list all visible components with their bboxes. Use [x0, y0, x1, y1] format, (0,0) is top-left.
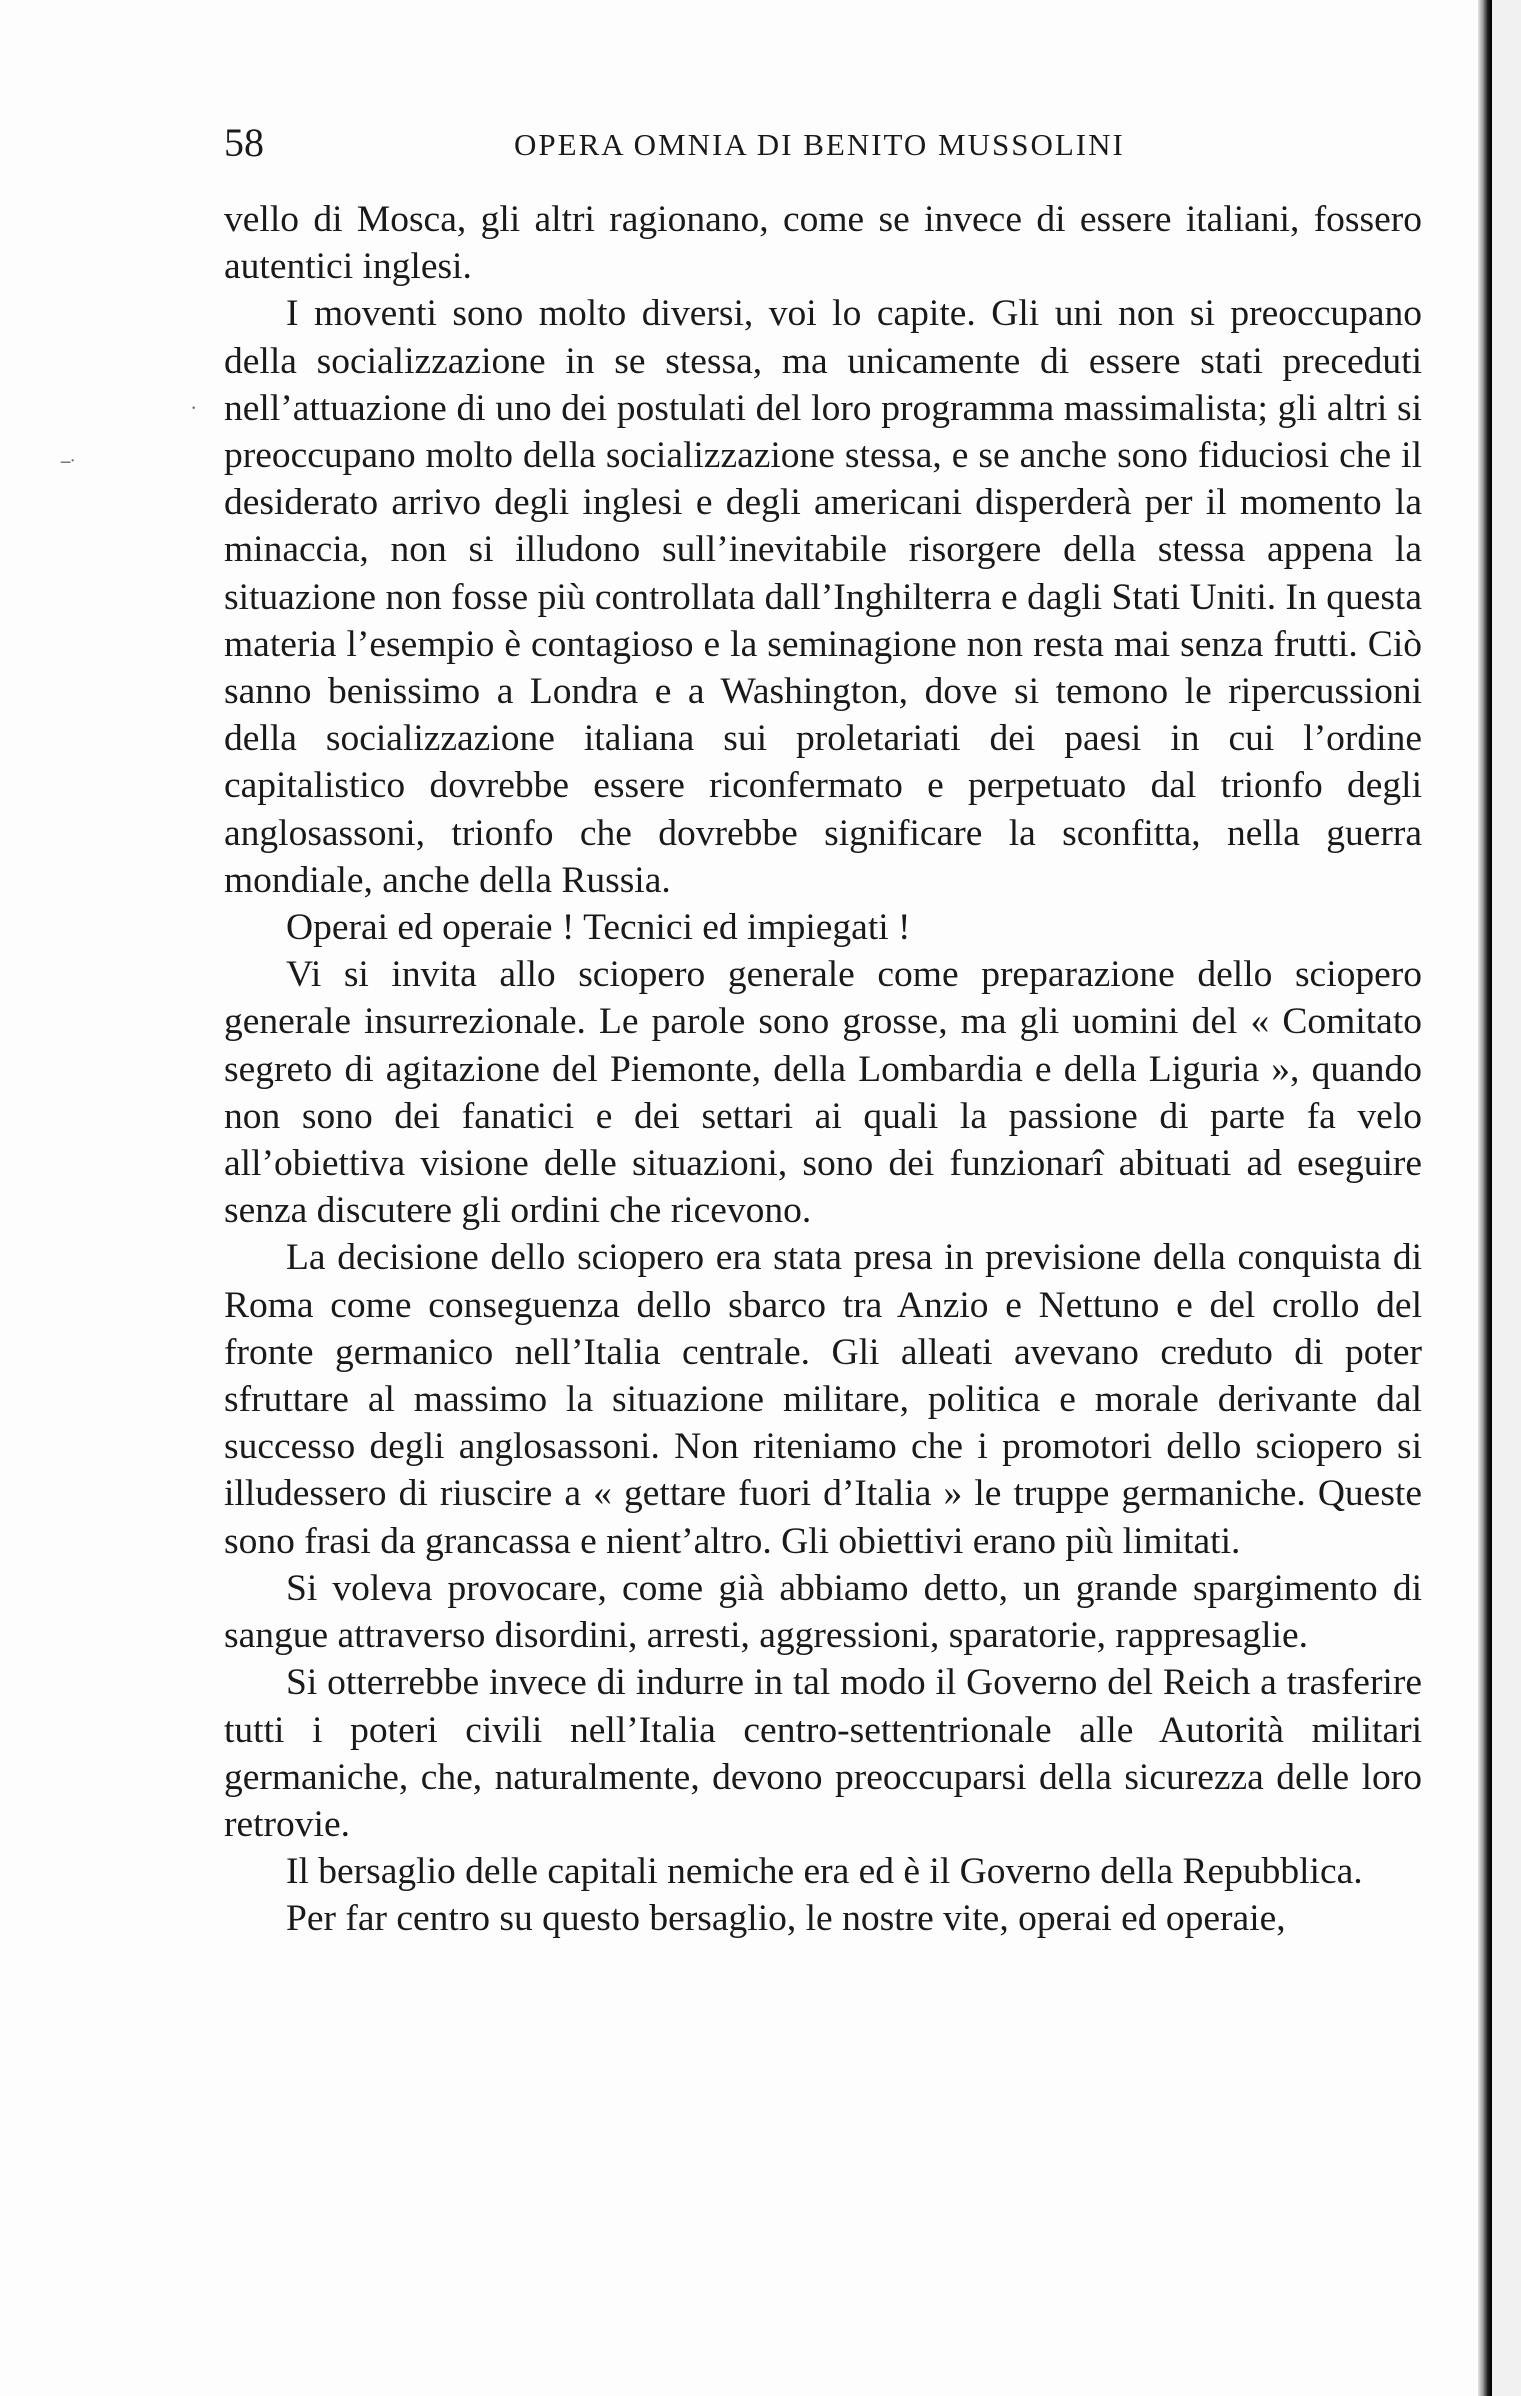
paragraph-7: Si otterrebbe invece di indurre in tal modo il Governo del Reich a trasferire tutti i poteri civili nell’Italia centro-settentrionale alle Autorità militari germaniche, che, naturalmente, devono preoccuparsi della sicurezza delle loro retrovie. [224, 1662, 1422, 1845]
paragraph-9: Per far centro su questo bersaglio, le nostre vite, operai ed operaie, [286, 1898, 1286, 1940]
scan-edge [1492, 0, 1521, 2396]
book-spine-shadow [1478, 0, 1492, 2396]
paragraph-2: I moventi sono molto diversi, voi lo capite. Gli uni non si preoccupano della socializzazione in se stessa, ma unicamente di essere stati preceduti nell’attuazione di uno dei postulati del loro programma massimalista; gli altri si preoccupano molto della socializzazione stessa, e se anche sono fiduciosi che il desiderato arrivo degli inglesi e degli americani disperderà per il momento la minaccia, non si illudono sull’inevitabile risorgere della stessa appena la situazione non fosse più controllata dall’Inghilterra e dagli Stati Uniti. In questa materia l’esempio è contagioso e la seminagione non resta mai senza frutti. Ciò sanno benissimo a Londra e a Washington, dove si temono le ripercussioni della socializzazione italiana sui proletariati dei paesi in cui l’ordine capitalistico dovrebbe essere riconfermato e perpetuato dal trionfo degli anglosassoni, trionfo che dovrebbe significare la sconfitta, nella guerra mondiale, anche della Russia. [224, 293, 1422, 901]
running-title: OPERA OMNIA DI BENITO MUSSOLINI [514, 127, 1125, 162]
paragraph-8: Il bersaglio delle capitali nemiche era ed è il Governo della Repubblica. [286, 1851, 1363, 1893]
paragraph-4: Vi si invita allo sciopero generale come preparazione dello sciopero generale insurrezionale. Le parole sono grosse, ma gli uomini del « Comitato segreto di agitazione del Piemonte, della Lombardia e della Liguria », quando non sono dei fanatici e dei settari ai quali la passione di parte fa velo all’obiettiva visione delle situazioni, sono dei funzionarî abituati ad eseguire senza discutere gli ordini che ricevono. [224, 954, 1422, 1232]
paragraph-5: La decisione dello sciopero era stata presa in previsione della conquista di Roma come conseguenza dello sbarco tra Anzio e Nettuno e del crollo del fronte germanico nell’Italia centrale. Gli alleati avevano creduto di poter sfruttare al massimo la situazione militare, politica e morale derivante dal successo degli anglosassoni. Non riteniamo che i promotori dello sciopero si illudessero di riuscire a « gettare fuori d’Italia » le truppe germaniche. Queste sono frasi da grancassa e nient’altro. Gli obiettivi erano più limitati. [224, 1237, 1422, 1562]
page-number: 58 [224, 120, 264, 165]
body-text [224, 196, 1422, 1943]
margin-mark-dot: · [190, 395, 198, 420]
paragraph-3: Operai ed operaie ! Tecnici ed impiegati ! [286, 907, 911, 949]
paragraph-6: Si voleva provocare, come già abbiamo detto, un grande spargimento di sangue attraverso disordini, arresti, aggressioni, sparatorie, rappresaglie. [224, 1567, 1422, 1657]
margin-mark-dash: --· [60, 450, 74, 472]
page-header [224, 118, 1420, 168]
paragraph-1: vello di Mosca, gli altri ragionano, come se invece di essere italiani, fossero autentici inglesi. [224, 199, 1422, 288]
